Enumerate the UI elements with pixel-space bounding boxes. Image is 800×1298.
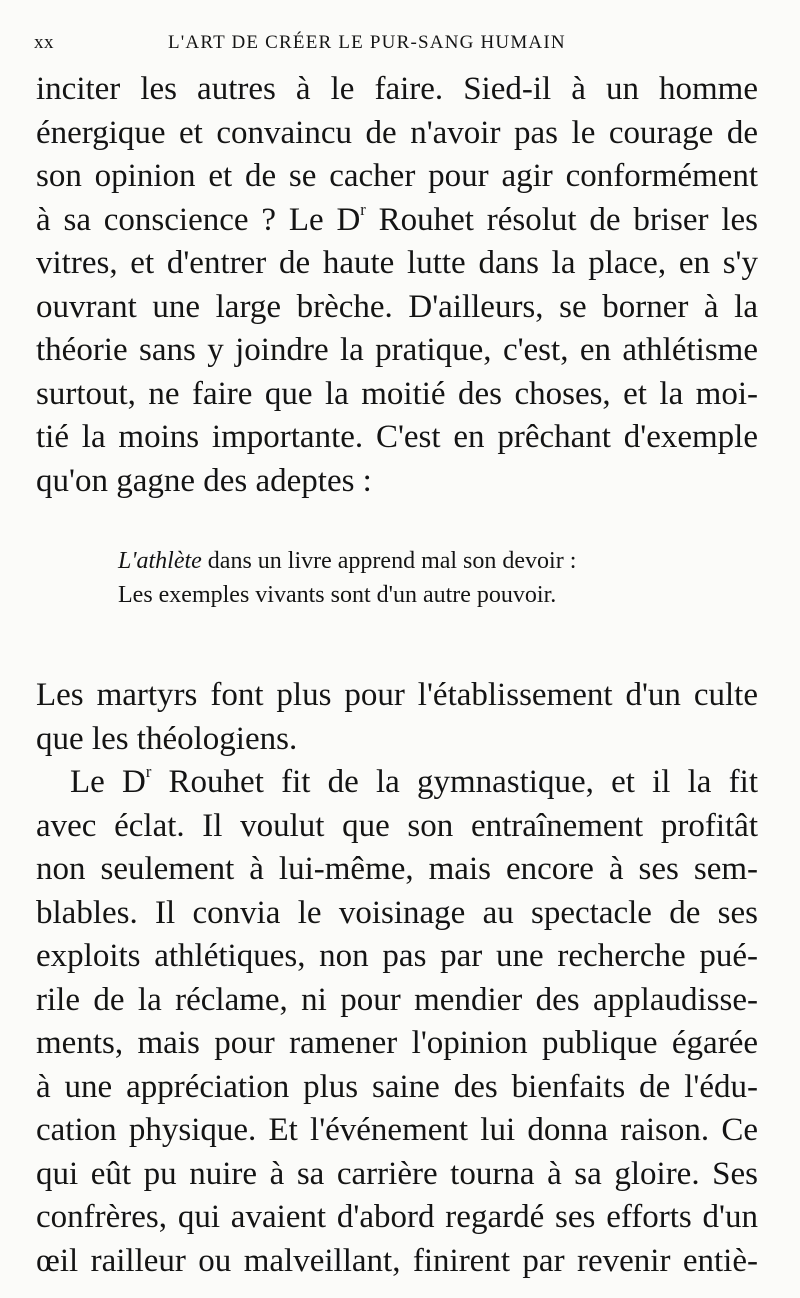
superscript: r — [360, 199, 366, 219]
text-line: blables. Il convia le voisinage au spectacle de ses — [36, 894, 758, 931]
verse-quote — [118, 544, 678, 612]
text-line: à une appréciation plus saine des bienfaits de l'édu- — [36, 1068, 758, 1105]
verse-italic-word: L'athlète — [118, 548, 202, 574]
text-line: qui eût pu nuire à sa carrière tourna à sa gloire. Ses — [36, 1155, 758, 1192]
verse-line — [118, 544, 678, 578]
verse-line: Les exemples vivants sont d'un autre pouvoir. — [118, 582, 557, 608]
text-line: inciter les autres à le faire. Sied-il à un homme — [36, 71, 758, 107]
text-line: son opinion et de se cacher pour agir conformément — [36, 158, 758, 194]
text-line: vitres, et d'entrer de haute lutte dans la place, en s'y — [36, 245, 758, 281]
superscript: r — [145, 762, 152, 782]
text-line: non seulement à lui-même, mais encore à ses sem- — [36, 851, 758, 887]
text-segment: Rouhet résolut de briser les — [365, 201, 758, 238]
text-line: rile de la réclame, ni pour mendier des applaudisse- — [36, 981, 758, 1018]
text-line: ments, mais pour ramener l'opinion publique égarée — [36, 1025, 758, 1061]
text-line: énergique et convaincu de n'avoir pas le courage de — [36, 114, 758, 151]
paragraph-2-3 — [36, 674, 758, 1283]
text-line: surtout, ne faire que la moitié des choses, et la moi- — [36, 375, 758, 412]
text-line: ouvrant une large brèche. D'ailleurs, se borner à la — [36, 288, 758, 325]
text-line: qu'on gagne des adeptes : — [36, 462, 372, 499]
text-line: confrères, qui avaient d'abord regardé ses efforts d'un — [36, 1199, 758, 1235]
text-line: théorie sans y joindre la pratique, c'est, en athlétisme — [36, 332, 758, 368]
text-segment: Le D — [70, 764, 146, 800]
text-line: que les théologiens. — [36, 720, 298, 757]
text-line: Les martyrs font plus pour l'établissement d'un culte — [36, 677, 758, 713]
running-title: L'ART DE CRÉER LE PUR-SANG HUMAIN — [168, 32, 566, 53]
text-line: avec éclat. Il voulut que son entraînement profitât — [36, 807, 758, 844]
text-segment: Rouhet fit de la gymnastique, et il la fit — [151, 764, 758, 800]
text-line — [36, 761, 758, 805]
page-header — [34, 32, 734, 62]
verse-text: dans un livre apprend mal son devoir : — [201, 548, 577, 574]
text-line — [36, 199, 758, 243]
text-line: tié la moins importante. C'est en prêchant d'exemple — [36, 419, 758, 455]
text-segment: à sa conscience ? Le D — [36, 201, 361, 238]
text-line: cation physique. Et l'événement lui donna raison. Ce — [36, 1112, 758, 1148]
text-line: exploits athlétiques, non pas par une recherche pué- — [36, 938, 758, 974]
page-number: xx — [34, 32, 54, 53]
text-line: œil railleur ou malveillant, finirent par revenir entiè- — [36, 1242, 758, 1279]
paragraph-1 — [36, 68, 758, 503]
